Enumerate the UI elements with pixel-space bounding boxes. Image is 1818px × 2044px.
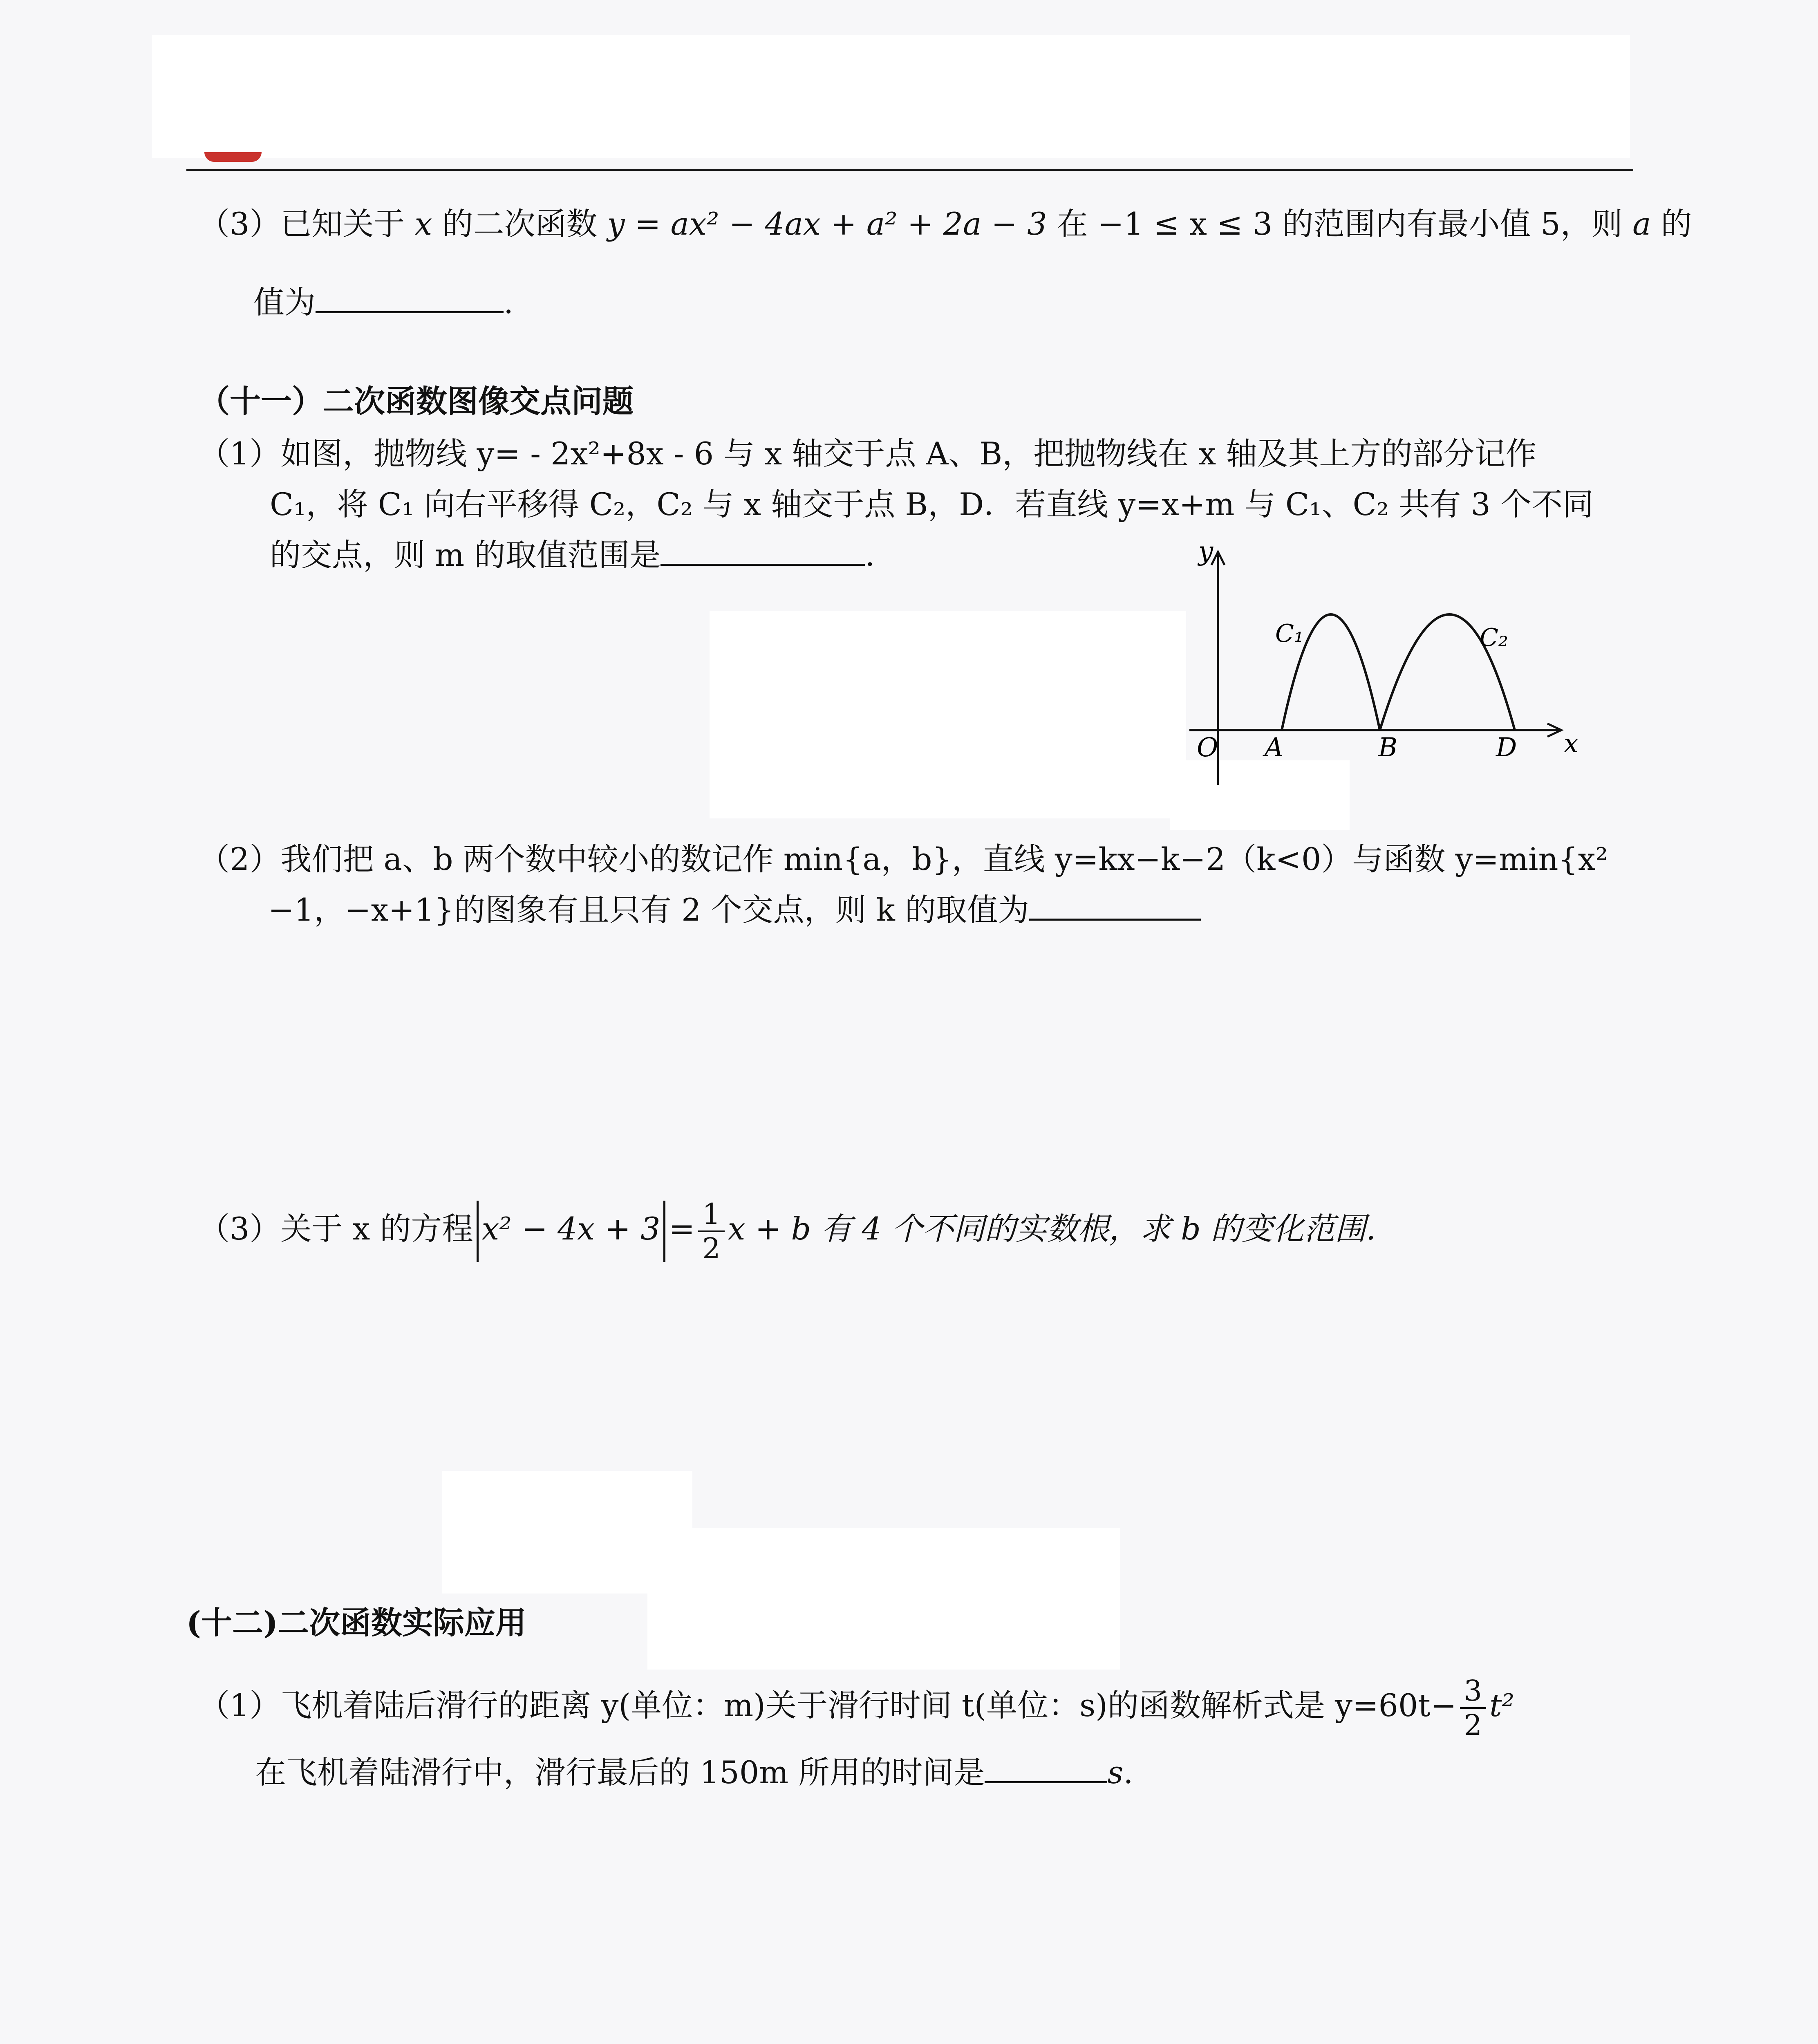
q10-3-line2: 值为 .	[253, 284, 514, 320]
y-axis-label: y	[1198, 540, 1213, 567]
s12-q1-line2: 在飞机着陆滑行中，滑行最后的 150m 所用的时间是 s.	[255, 1754, 1133, 1791]
q10-3-formula: y = ax² − 4ax + a² + 2a − 3	[607, 206, 1047, 242]
header-mask	[152, 35, 1630, 158]
header-rule	[186, 169, 1633, 171]
abs-expression: x² − 4x + 3	[481, 1210, 660, 1247]
mask-box	[710, 611, 1186, 818]
answer-blank[interactable]	[1029, 891, 1201, 921]
point-a-label: A	[1265, 733, 1284, 763]
q10-3-line1: （3）已知关于 x 的二次函数 y = ax² − 4ax + a² + 2a − 3 在 −1 ≤ x ≤ 3 的范围内有最小值 5，则 a 的	[199, 206, 1692, 242]
s11-q1-line1: （1）如图，抛物线 y= - 2x²+8x - 6 与 x 轴交于点 A、B，把抛物线在 x 轴及其上方的部分记作	[199, 435, 1537, 472]
abs-bar-left	[477, 1201, 479, 1262]
x-axis-label: x	[1564, 728, 1579, 759]
logo-fragment	[204, 152, 262, 162]
s11-q2-line1: （2）我们把 a、b 两个数中较小的数记作 min{a，b}，直线 y=kx−k−2（k<0）与函数 y=min{x²	[199, 841, 1608, 877]
s11-q3-line: （3）关于 x 的方程 x² − 4x + 3 = $\frac{1}{2}$ x + b 有 4 个不同的实数根，求 b 的变化范围.	[199, 1197, 1376, 1265]
fraction: $\frac{3}{2}$	[1460, 1674, 1487, 1741]
section12-title: (十二)二次函数实际应用	[186, 1605, 526, 1641]
mask-box	[647, 1528, 1120, 1670]
s12-q1-line1: （1）飞机着陆后滑行的距离 y(单位：m)关于滑行时间 t(单位：s)的函数解析式是 y=60t− $\frac{3}{2}$ t²	[199, 1674, 1515, 1742]
s11-q2-line2: −1，−x+1}的图象有且只有 2 个交点，则 k 的取值为	[268, 890, 1201, 930]
answer-blank[interactable]	[660, 536, 865, 566]
point-b-label: B	[1378, 733, 1398, 763]
fraction: $\frac{1}{2}$	[698, 1198, 725, 1265]
point-d-label: D	[1496, 733, 1517, 763]
parabola-figure	[1177, 540, 1594, 785]
curve-c2-label: C₂	[1480, 623, 1508, 652]
answer-blank[interactable]	[985, 1753, 1107, 1783]
s11-q1-line3: 的交点，则 m 的取值范围是 .	[270, 537, 875, 573]
answer-blank[interactable]	[316, 283, 504, 313]
s11-q1-line2: C₁，将 C₁ 向右平移得 C₂，C₂ 与 x 轴交于点 B，D．若直线 y=x+m 与 C₁、C₂ 共有 3 个不同	[270, 486, 1594, 522]
section11-title: （十一）二次函数图像交点问题	[199, 383, 634, 419]
curve-c1-label: C₁	[1275, 619, 1304, 648]
origin-label: O	[1197, 733, 1218, 763]
abs-bar-right	[663, 1201, 665, 1262]
